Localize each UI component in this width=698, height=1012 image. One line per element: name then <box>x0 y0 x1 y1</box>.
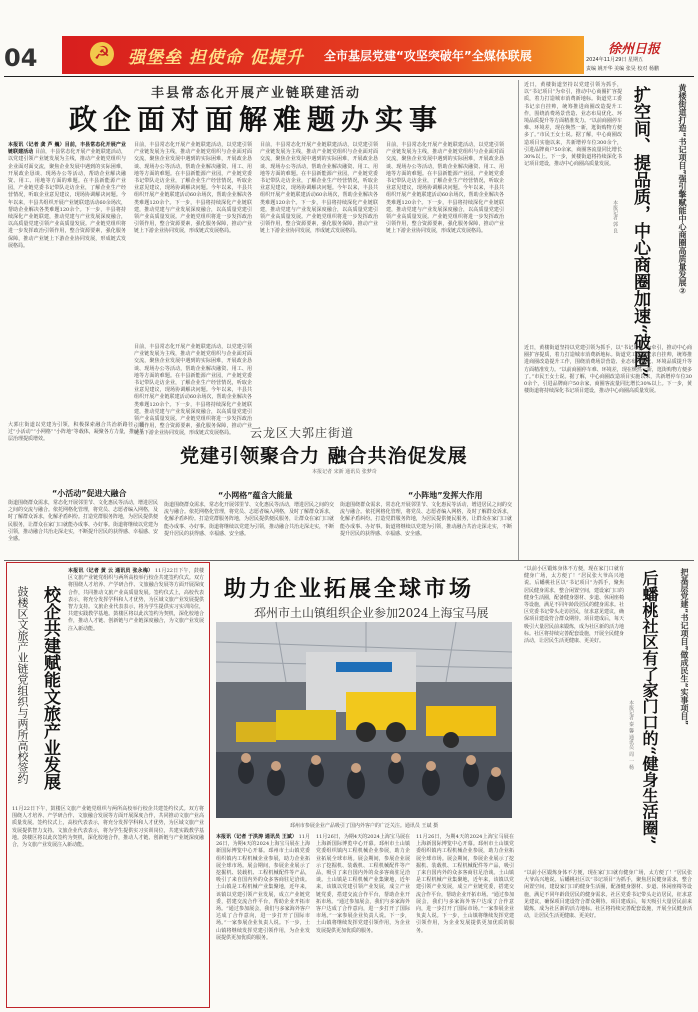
header-banner <box>62 36 584 74</box>
bottom-byline: 本报讯（记者 于洪涛 通讯员 王斌） <box>216 834 297 840</box>
party-emblem-icon: ☭ <box>90 42 114 66</box>
middle-headline: 党建引领聚合力 融合共治促发展 <box>180 445 468 467</box>
middle-byline: 本报记者 宋新 通讯员 张梦奇 <box>312 469 377 475</box>
lead-body-col2-cont: 目前，丰县常态化开展产业链联建活动，以党建引领产业链发展为主线，推动产业链党组织与企业面对面交流，聚焦企业发展中遇到的实际困难，开展政企恳谈、现场办公等活动，帮助企业解决融资、用工、用地等方面的难题。在丰县新能源产业园，产业链党委书记带队走访企业，了解企业生产经营情况，听取企业意见建议，现场协调解决问题。今年以来，丰县共组织开展产业链联建活动60余场次，帮助企业解决各类难题120余个。下一步，丰县将持续深化产业链联建，推动党建与产业发展深度融合，以高质量党建引领产业高质量发展。产业链党组织将进一步发挥政治引领作用，整合资源要素，强化服务保障，推动产业链上下游企业协同发展，形成链式发展格局。 <box>134 344 252 437</box>
photo-caption: 邳州市参展企业产品吸引了国内外客户的广泛关注。通讯员 王斌 摄 <box>289 823 439 829</box>
lead-kicker: 丰县常态化开展产业链联建活动 <box>150 86 361 101</box>
header-divider <box>4 76 694 77</box>
banner-campaign: 全市基层党建“攻坚突破年”全媒体联展 <box>324 49 532 63</box>
boxed-byline: 本报讯（记者 黄 云 通讯员 张永梅） <box>68 568 154 574</box>
middle-kicker: 云龙区大郭庄街道 <box>250 426 355 440</box>
right-lower-byline: 本报记者 秦 馨 通讯员 周 一 杨 <box>628 700 634 770</box>
middle-body-col1: 街道围绕群众需求，常态化开展邻里节、文化惠民等活动，增进居民之间的交流与融合。依托网格化管理，将党员、志愿者编入网格，及时了解群众诉求，化解矛盾纠纷。打造党群服务阵地，为居民提供便民服务，让群众在家门口就能办成事、办好事。街道将继续以党建为引领，推动融合共治走深走实，不断提升居民的获得感、幸福感、安全感。 <box>8 500 159 543</box>
lead-body-col4: 目前，丰县常态化开展产业链联建活动，以党建引领产业链发展为主线，推动产业链党组织与企业面对面交流，聚焦企业发展中遇到的实际困难，开展政企恳谈、现场办公等活动，帮助企业解决融资、用工、用地等方面的难题。在丰县新能源产业园，产业链党委书记带队走访企业，了解企业生产经营情况，听取企业意见建议，现场协调解决问题。今年以来，丰县共组织开展产业链联建活动60余场次，帮助企业解决各类难题120余个。下一步，丰县将持续深化产业链联建，推动党建与产业发展深度融合，以高质量党建引领产业高质量发展。产业链党组织将进一步发挥政治引领作用，整合资源要素，强化服务保障，推动产业链上下游企业协同发展，形成链式发展格局。 <box>386 142 504 235</box>
middle-subhead-3: “小阵地”发挥大作用 <box>408 491 483 500</box>
issue-date: 2024年11月29日 星期五 <box>586 57 644 63</box>
lead-body-col3: 目前，丰县常态化开展产业链联建活动，以党建引领产业链发展为主线，推动产业链党组织与企业面对面交流，聚焦企业发展中遇到的实际困难，开展政企恳谈、现场办公等活动，帮助企业解决融资、用工、用地等方面的难题。在丰县新能源产业园，产业链党委书记带队走访企业，了解企业生产经营情况，听取企业意见建议，现场协调解决问题。今年以来，丰县共组织开展产业链联建活动60余场次，帮助企业解决各类难题120余个。下一步，丰县将持续深化产业链联建，推动党建与产业发展深度融合，以高质量党建引领产业高质量发展。产业链党组织将进一步发挥政治引领作用，整合资源要素，强化服务保障，推动产业链上下游企业协同发展，形成链式发展格局。 <box>260 142 378 235</box>
trade-show-photo <box>216 622 512 818</box>
page-number: 04 <box>4 44 38 72</box>
right-feature-body-2: 近日，黄楼街道坚持以党建引领为抓手，以“书记项目”为牵引，推动中心商圈扩容提质，着力打造城市消费新地标。街道党工委书记亲自挂帅，统筹推进商圈改造提升工作，围绕消费场景营造、业态布局优化、环境品质提升等方面精准发力。“以前商圈停车难、环境差，现在焕然一新，逛街购物方便多了。”市民王女士说。据了解，中心商圈改造项目实施以来，共新增停车位300余个，引进品牌商户50余家，商圈客流量同比增长30%以上。下一步，黄楼街道将持续深化书记项目建设，推动中心商圈高质量发展。 <box>524 345 692 395</box>
editor-line: 责编 姚开华 美编 张昊 校对 杨鹏 <box>586 66 659 72</box>
bottom-headline: 助力企业拓展全球市场 <box>224 576 475 602</box>
section-divider <box>4 560 694 561</box>
boxed-body-1: 11月22日下午，鼓楼区文旅产业链党组织与两所高校举行校企共建签约仪式。双方将围绕人才培养、产学研合作、文旅融合发展等方面开展深度合作，共同推动文旅产业高质量发展。签约仪式上，高校代表表示，将充分发挥学科和人才优势，为区域文旅产业发展提供智力支持。文旅企业代表表示，将为学生提供实习实训岗位，共建实践教学基地。鼓楼区将以此次签约为契机，深化校地合作，推动人才链、创新链与产业链深度融合，为文旅产业发展注入新动能。 <box>68 568 204 632</box>
right-lower-headline: 后蟠桃社区有了家门口的“健身生活圈” <box>640 570 659 845</box>
boxed-headline: 校企共建赋能文旅产业发展 <box>40 586 60 790</box>
right-feature-body-1: 近日，黄楼街道坚持以党建引领为抓手，以“书记项目”为牵引，推动中心商圈扩容提质，着力打造城市消费新地标。街道党工委书记亲自挂帅，统筹推进商圈改造提升工作，围绕消费场景营造、业态布局优化、环境品质提升等方面精准发力。“以前商圈停车难、环境差，现在焕然一新，逛街购物方便多了。”市民王女士说。据了解，中心商圈改造项目实施以来，共新增停车位300余个，引进品牌商户50余家，商圈客流量同比增长30%以上。下一步，黄楼街道将持续深化书记项目建设，推动中心商圈高质量发展。 <box>524 82 622 168</box>
middle-body-col2: 街道围绕群众需求，常态化开展邻里节、文化惠民等活动，增进居民之间的交流与融合。依托网格化管理，将党员、志愿者编入网格，及时了解群众诉求，化解矛盾纠纷。打造党群服务阵地，为居民提供便民服务，让群众在家门口就能办成事、办好事。街道将继续以党建为引领，推动融合共治走深走实，不断提升居民的获得感、幸福感、安全感。 <box>164 502 335 537</box>
boxed-body-2: 11月22日下午，鼓楼区文旅产业链党组织与两所高校举行校企共建签约仪式。双方将围绕人才培养、产学研合作、文旅融合发展等方面开展深度合作，共同推动文旅产业高质量发展。签约仪式上，高校代表表示，将充分发挥学科和人才优势，为区域文旅产业发展提供智力支持。文旅企业代表表示，将为学生提供实习实训岗位，共建实践教学基地。鼓楼区将以此次签约为契机，深化校地合作，推动人才链、创新链与产业链深度融合，为文旅产业发展注入新动能。 <box>12 806 204 849</box>
right-feature-kicker: 黄楼街道打造“书记项目”强引擎赋能中心商圈高质量发展② <box>678 84 687 296</box>
middle-intro: 大郭庄街道以党建为引领，积极探索融合共治新路径，通过“小活动”“小网格”“小阵地”等载体，凝聚各方力量，推动基层治理提质增效。 <box>8 422 144 443</box>
middle-subhead-2: “小网格”蕴含大能量 <box>218 491 293 500</box>
right-lower-kicker: 把基层党建“书记项目”做成民生“实事项目” <box>680 568 689 726</box>
bottom-body-3: 11月26日，为期4天的2024上海宝马展在上海新国际博览中心开幕。邳州市土山镇党委组织镇内工程机械企业参展，助力企业拓展全球市场。展会期间，参展企业展示了挖掘机、装载机、工程机械配件等产品，吸引了来自国内外的众多客商驻足洽谈。土山镇是工程机械产业集聚地，近年来，该镇以党建引领产业发展，成立产业链党委，搭建交流合作平台，帮助企业开拓市场。“通过参加展会，我们与多家海外客户达成了合作意向，进一步打开了国际市场。”一家参展企业负责人说。下一步，土山镇将继续发挥党建引领作用，为企业发展提供更加优质的服务。 <box>416 834 514 934</box>
right-lower-body-2: “以前小区锻炼身体不方便，现在家门口就有健身广场，太方便了！”居民张大爷高兴地说。后蟠桃社区以“书记项目”为抓手，聚焦居民健身需求，整合闲置空间，建设家门口的健身生活圈，配备健身器材、步道、休闲座椅等设施，满足不同年龄段居民的健身需求。社区党委书记带头走访居民，征求意见建议，确保项目建设符合群众期待。项目建成后，每天吸引大量居民前来锻炼，成为社区新的活力地标。社区将持续完善配套设施，开展全民健身活动，让居民生活更健康、更美好。 <box>524 870 692 920</box>
lead-byline: 本报讯（记者 龚 芦 巍）目前，丰县常态化开展产业链联建活动 <box>8 142 126 156</box>
right-feature-headline: 扩空间、提品质，中心商圈加速“破圈” <box>630 86 650 378</box>
lead-body-col1: 目前，丰县常态化开展产业链联建活动，以党建引领产业链发展为主线，推动产业链党组织与企业面对面交流，聚焦企业发展中遇到的实际困难，开展政企恳谈、现场办公等活动，帮助企业解决融资、用工、用地等方面的难题。在丰县新能源产业园，产业链党委书记带队走访企业，了解企业生产经营情况，听取企业意见建议，现场协调解决问题。今年以来，丰县共组织开展产业链联建活动60余场次，帮助企业解决各类难题120余个。下一步，丰县将持续深化产业链联建，推动党建与产业发展深度融合，以高质量党建引领产业高质量发展。产业链党组织将进一步发挥政治引领作用，整合资源要素，强化服务保障，推动产业链上下游企业协同发展，形成链式发展格局。 <box>8 149 126 249</box>
middle-body-col3: 街道围绕群众需求，常态化开展邻里节、文化惠民等活动，增进居民之间的交流与融合。依托网格化管理，将党员、志愿者编入网格，及时了解群众诉求，化解矛盾纠纷。打造党群服务阵地，为居民提供便民服务，让群众在家门口就能办成事、办好事。街道将继续以党建为引领，推动融合共治走深走实，不断提升居民的获得感、幸福感、安全感。 <box>340 502 512 537</box>
right-lower-body-1: “以前小区锻炼身体不方便，现在家门口就有健身广场，太方便了！”居民张大爷高兴地说。后蟠桃社区以“书记项目”为抓手，聚焦居民健身需求，整合闲置空间，建设家门口的健身生活圈，配备健身器材、步道、休闲座椅等设施，满足不同年龄段居民的健身需求。社区党委书记带头走访居民，征求意见建议，确保项目建设符合群众期待。项目建成后，每天吸引大量居民前来锻炼，成为社区新的活力地标。社区将持续完善配套设施，开展全民健身活动，让居民生活更健康、更美好。 <box>524 566 625 645</box>
trade-show-illustration <box>216 622 512 818</box>
middle-subhead-1: “小活动”促进大融合 <box>52 489 127 498</box>
boxed-subtitle: 鼓楼区文旅产业链党组织与两所高校签约 <box>16 586 29 784</box>
right-feature-byline: 本报记者 郭 良 <box>612 200 618 234</box>
bottom-body-1: 11月26日，为期4天的2024上海宝马展在上海新国际博览中心开幕。邳州市土山镇党委组织镇内工程机械企业参展，助力企业拓展全球市场。展会期间，参展企业展示了挖掘机、装载机、工程机械配件等产品，吸引了来自国内外的众多客商驻足洽谈。土山镇是工程机械产业集聚地，近年来，该镇以党建引领产业发展，成立产业链党委，搭建交流合作平台，帮助企业开拓市场。“通过参加展会，我们与多家海外客户达成了合作意向，进一步打开了国际市场。”一家参展企业负责人说。下一步，土山镇将继续发挥党建引领作用，为企业发展提供更加优质的服务。 <box>216 834 310 941</box>
lead-headline: 政企面对面解难题办实事 <box>68 103 443 136</box>
banner-slogan: 强堡垒 担使命 促提升 <box>128 48 304 68</box>
paper-name: 徐州日报 <box>608 42 661 57</box>
bottom-body-2: 11月26日，为期4天的2024上海宝马展在上海新国际博览中心开幕。邳州市土山镇党委组织镇内工程机械企业参展，助力企业拓展全球市场。展会期间，参展企业展示了挖掘机、装载机、工程机械配件等产品，吸引了来自国内外的众多客商驻足洽谈。土山镇是工程机械产业集聚地，近年来，该镇以党建引领产业发展，成立产业链党委，搭建交流合作平台，帮助企业开拓市场。“通过参加展会，我们与多家海外客户达成了合作意向，进一步打开了国际市场。”一家参展企业负责人说。下一步，土山镇将继续发挥党建引领作用，为企业发展提供更加优质的服务。 <box>316 834 410 934</box>
bottom-subtitle: 邳州市土山镇组织企业参加2024上海宝马展 <box>254 606 489 620</box>
lead-body-col2: 目前，丰县常态化开展产业链联建活动，以党建引领产业链发展为主线，推动产业链党组织与企业面对面交流，聚焦企业发展中遇到的实际困难，开展政企恳谈、现场办公等活动，帮助企业解决融资、用工、用地等方面的难题。在丰县新能源产业园，产业链党委书记带队走访企业，了解企业生产经营情况，听取企业意见建议，现场协调解决问题。今年以来，丰县共组织开展产业链联建活动60余场次，帮助企业解决各类难题120余个。下一步，丰县将持续深化产业链联建，推动党建与产业发展深度融合，以高质量党建引领产业高质量发展。产业链党组织将进一步发挥政治引领作用，整合资源要素，强化服务保障，推动产业链上下游企业协同发展，形成链式发展格局。 <box>134 142 252 235</box>
